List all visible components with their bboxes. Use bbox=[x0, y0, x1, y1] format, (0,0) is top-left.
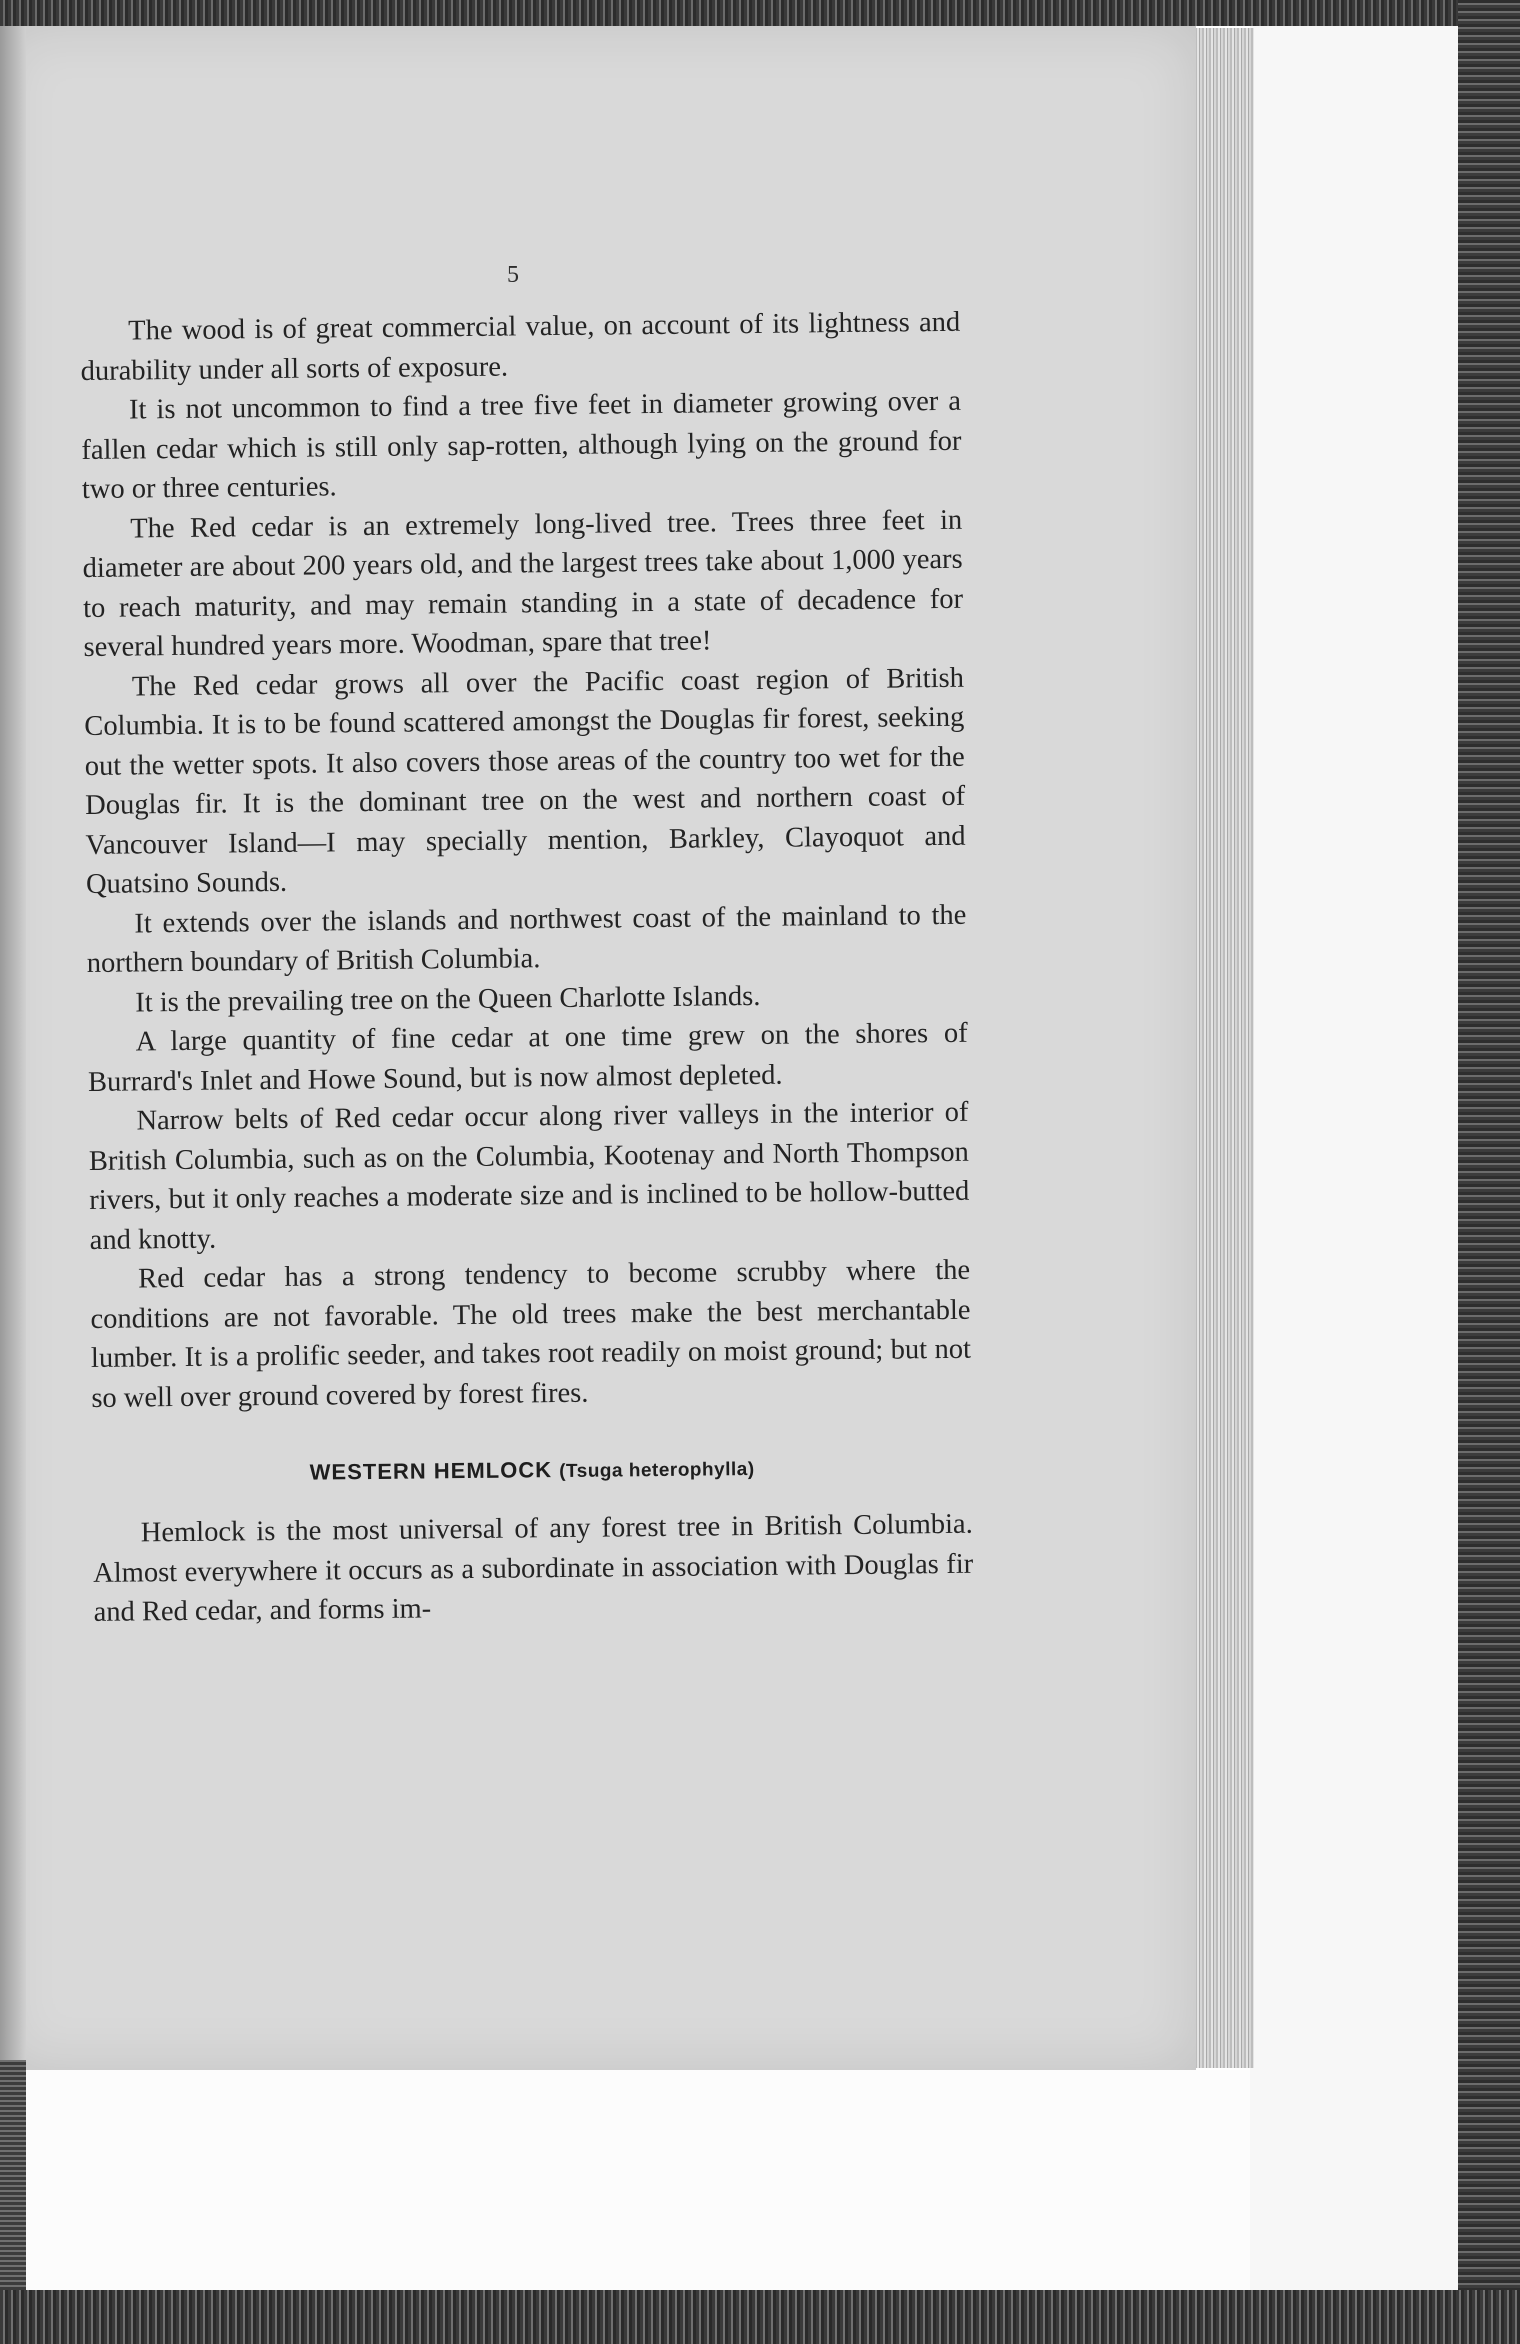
paragraph: It extends over the islands and northwest coast of the mainland to the northern boundary of British Columbia. bbox=[86, 899, 967, 979]
paragraph: It is not uncommon to find a tree five feet in diameter growing over a fallen cedar which is still only sap-rotten, although lying on the ground for two or three centuries. bbox=[81, 385, 962, 505]
binding-bottom-edge bbox=[0, 2290, 1520, 2344]
paragraph: The Red cedar is an extremely long-lived tree. Trees three feet in diameter are about 200 years old, and the largest trees take about 1,000 years to reach maturity, and may remain standing in a state of decadence for several hundred years more. Woodman, spare that tree! bbox=[82, 504, 964, 663]
page-body bbox=[80, 303, 974, 1633]
binding-left-edge bbox=[0, 2060, 26, 2290]
binding-right-edge bbox=[1458, 0, 1520, 2344]
paragraph: A large quantity of fine cedar at one time grew on the shores of Burrard's Inlet and Howe Sound, but is now almost depleted. bbox=[87, 1017, 968, 1098]
section-heading-name: WESTERN HEMLOCK bbox=[309, 1457, 553, 1485]
section-heading-latin: (Tsuga heterophylla) bbox=[559, 1458, 755, 1483]
paragraph: The wood is of great commercial value, on account of its lightness and durability under all sorts of exposure. bbox=[80, 306, 961, 387]
paragraph: The Red cedar grows all over the Pacific coast region of British Columbia. It is to be found scattered amongst the Douglas fir forest, seeking out the wetter spots. It also covers those areas of the country too wet for the Douglas fir. It is the dominant tree on the west and northern coast of Vancouver Island—I may specially mention, Barkley, Clayoquot and Quatsino Sounds. bbox=[84, 662, 966, 900]
endpaper bbox=[1250, 26, 1458, 2290]
page-gutter bbox=[0, 26, 26, 2070]
section-heading bbox=[92, 1451, 972, 1492]
paragraph: Hemlock is the most universal of any forest tree in British Columbia. Almost everywhere it occurs as a subordinate in association with Douglas fir and Red cedar, and forms im- bbox=[93, 1508, 974, 1628]
paragraph: It is the prevailing tree on the Queen Charlotte Islands. bbox=[135, 980, 761, 1018]
page-stack-edges bbox=[1188, 28, 1254, 2068]
paragraph: Red cedar has a strong tendency to become scrubby where the conditions are not favorable. The old trees make the best merchantable lumber. It is a prolific seeder, and takes root readily on moist ground; but not so well over ground covered by forest fires. bbox=[90, 1254, 972, 1414]
paragraph: Narrow belts of Red cedar occur along river valleys in the interior of British Columbia, such as on the Columbia, Kootenay and North Thompson rivers, but it only reaches a moderate size and is inclined to be hollow-butted and knotty. bbox=[88, 1096, 970, 1256]
binding-top-edge bbox=[0, 0, 1520, 26]
page-number: 5 bbox=[507, 262, 519, 288]
lower-margin bbox=[0, 2070, 1250, 2290]
